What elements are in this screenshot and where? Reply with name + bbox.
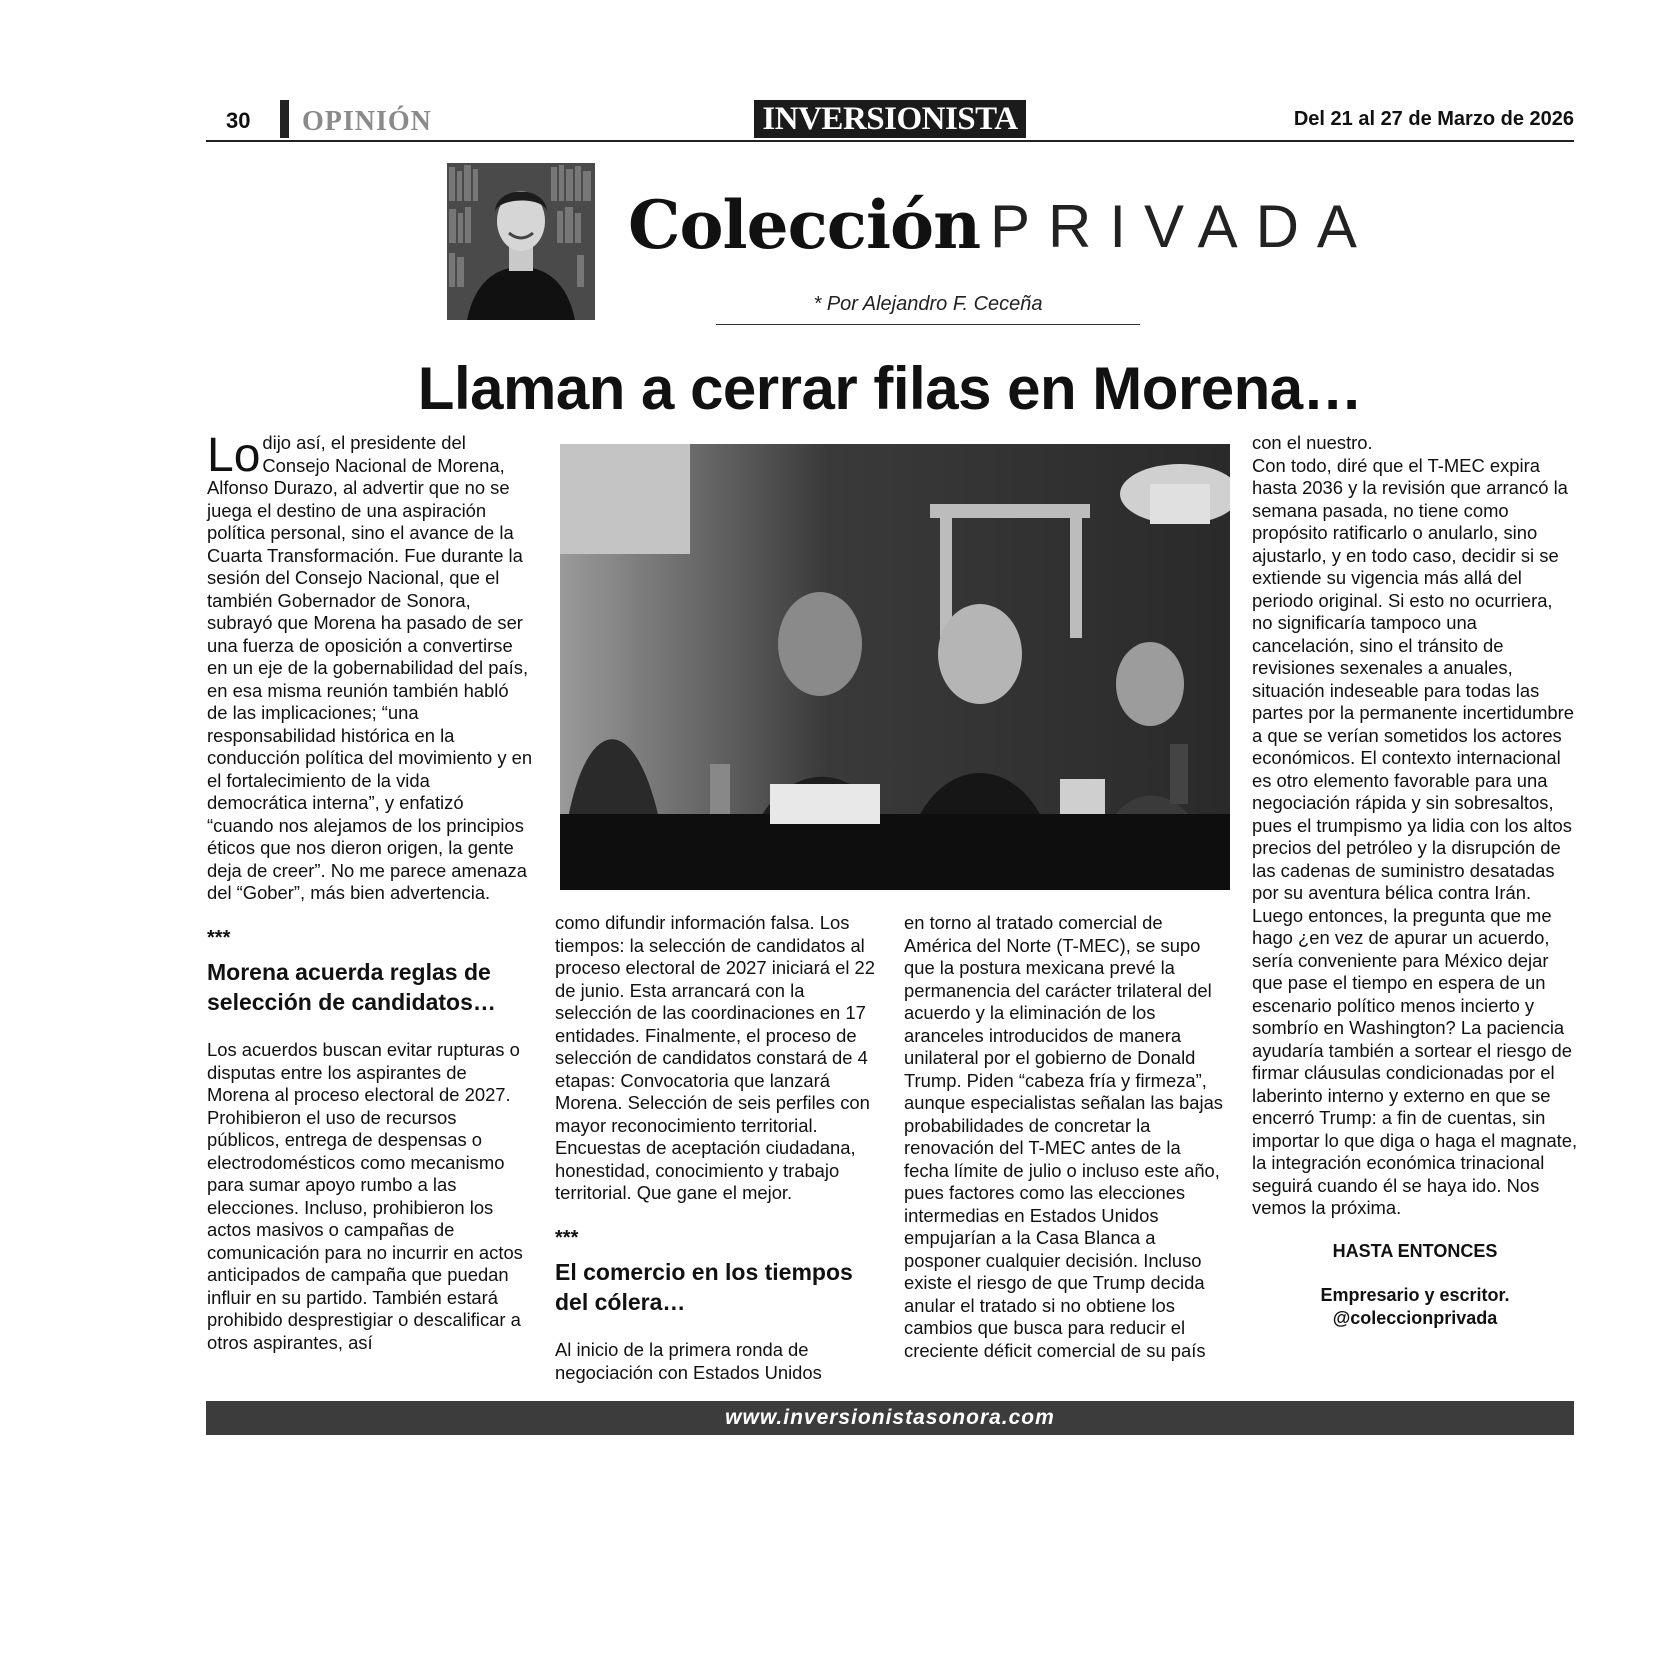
section-name: OPINIÓN [302, 106, 432, 137]
sign-off: HASTA ENTONCES [1332, 1240, 1498, 1261]
body-paragraph: en torno al tratado comercial de América del Norte (T-MEC), se supo que la postura mexicana prevé la permanencia del carácter trilateral del acuerdo y la eliminación de los aranceles introducidos de manera unilateral por el gobierno de Donald Trump. Piden “cabeza fría y firmeza”, aunque especialistas señalan las bajas probabilidades de concretar la renovación del T-MEC antes de la fecha límite de julio o incluso este año, pues factores como las elecciones intermedias en Estados Unidos empujarían a la Casa Blanca a posponer cualquier decisión. Incluso existe el riesgo de que Trump decida anular el tratado si no obtiene los cambios que busca para reducir el creciente déficit comercial de su país [904, 912, 1223, 1361]
column-brand-script: Colección [628, 186, 981, 264]
author-handle: @coleccionprivada [1332, 1307, 1498, 1328]
intro-paragraph [207, 429, 533, 905]
byline: * Por Alejandro F. Ceceña [813, 293, 1043, 315]
intro-text: dijo así, el presidente del Consejo Nacional de Morena, Alfonso Durazo, al advertir que no se juega el destino de una aspiración política personal, sino el avance de la Cuarta Transformación. Fue durante la sesión del Consejo Nacional, que el también Gobernador de Sonora, subrayó que Morena ha pasado de ser una fuerza de oposición a convertirse en un eje de la gobernabilidad del país, en esa misma reunión también habló de las implicaciones; “una responsabilidad histórica en la conducción política del movimiento y en el fortalecimiento de la vida democrática interna”, y enfatizó “cuando nos alejamos de los principios éticos que nos dieron origen, la gente deja de creer”. No me parece amenaza del “Gober”, más bien advertencia. [207, 432, 533, 903]
subheading-candidates: Morena acuerda reglas de selección de candidatos… [207, 959, 496, 1015]
column-brand-caps: PRIVADA [990, 193, 1375, 260]
text-column-2 [555, 912, 885, 1384]
author-photo [447, 163, 595, 320]
header-rule [206, 140, 1574, 142]
body-paragraph: Al inicio de la primera ronda de negociación con Estados Unidos [555, 1339, 822, 1383]
drop-cap: Lo [207, 429, 261, 482]
text-column-4 [1252, 432, 1578, 1329]
text-column-3 [904, 912, 1226, 1362]
masthead-logo: INVERSIONISTA [754, 100, 1026, 138]
author-role: Empresario y escritor. [1320, 1285, 1510, 1305]
body-paragraph: con el nuestro. [1252, 432, 1373, 453]
body-paragraph: Los acuerdos buscan evitar rupturas o disputas entre los aspirantes de Morena al proceso electoral de 2027. Prohibieron el uso de recursos públicos, entrega de despensas o electrodomésticos como mecanismo para sumar apoyo rumbo a las elecciones. Incluso, prohibieron los actos masivos o campañas de comunicación para no incurrir en actos anticipados de campaña que puedan influir en su partido. También estará prohibido desprestigiar o descalificar a otros aspirantes, así [207, 1039, 523, 1353]
page-number: 30 [226, 108, 251, 133]
text-column-1 [207, 429, 533, 1354]
subheading-trade: El comercio en los tiempos del cólera… [555, 1259, 853, 1315]
section-separator: *** [555, 1226, 579, 1249]
issue-date: Del 21 al 27 de Marzo de 2026 [1293, 108, 1574, 130]
article-headline: Llaman a cerrar filas en Morena… [417, 355, 1363, 422]
body-paragraph: Con todo, diré que el T-MEC expira hasta 2036 y la revisión que arrancó la semana pasada, no tiene como propósito ratificarlo o anularlo, sino ajustarlo, y en todo caso, decidir si se extiende su vigencia más allá del periodo original. Si esto no ocurriera, no significaría tampoco una cancelación, sino el tránsito de revisiones sexenales a anuales, situación indeseable para todas las partes por la permanente incertidumbre a que se verían sometidos los actores económicos. El contexto internacional es otro elemento favorable para una negociación rápida y sin sobresaltos, pues el trumpismo ya lidia con los altos precios del petróleo y la disrupción de las cadenas de suministro desatadas por su aventura bélica contra Irán. Luego entonces, la pregunta que me hago ¿en vez de apurar un acuerdo, sería conveniente para México dejar que pase el tiempo en espera de un escenario político menos incierto y sombrío en Washington? La paciencia ayudaría también a sortear el riesgo de firmar cláusulas condicionadas por el laberinto interno y externo en que se encerró Trump: a fin de cuentas, sin importar lo que diga o haga el magnate, la integración económica trinacional seguirá cuando él se haya ido. Nos vemos la próxima. [1252, 454, 1578, 1218]
page-header [206, 100, 1574, 142]
byline-rule [716, 324, 1140, 325]
section-separator: *** [207, 926, 231, 949]
body-paragraph: como difundir información falsa. Los tiempos: la selección de candidatos al proceso electoral de 2027 iniciará el 22 de junio. Esta arrancará con la selección de las coordinaciones en 17 entidades. Finalmente, el proceso de selección de candidatos constará de 4 etapas: Convocatoria que lanzará Morena. Selección de seis perfiles con mayor reconocimiento territorial. Encuestas de aceptación ciudadana, honestidad, conocimiento y trabajo territorial. Que gane el mejor. [555, 912, 875, 1203]
main-photo [560, 444, 1230, 890]
footer-url-bar: www.inversionistasonora.com [206, 1401, 1574, 1435]
section-bar [280, 100, 289, 138]
